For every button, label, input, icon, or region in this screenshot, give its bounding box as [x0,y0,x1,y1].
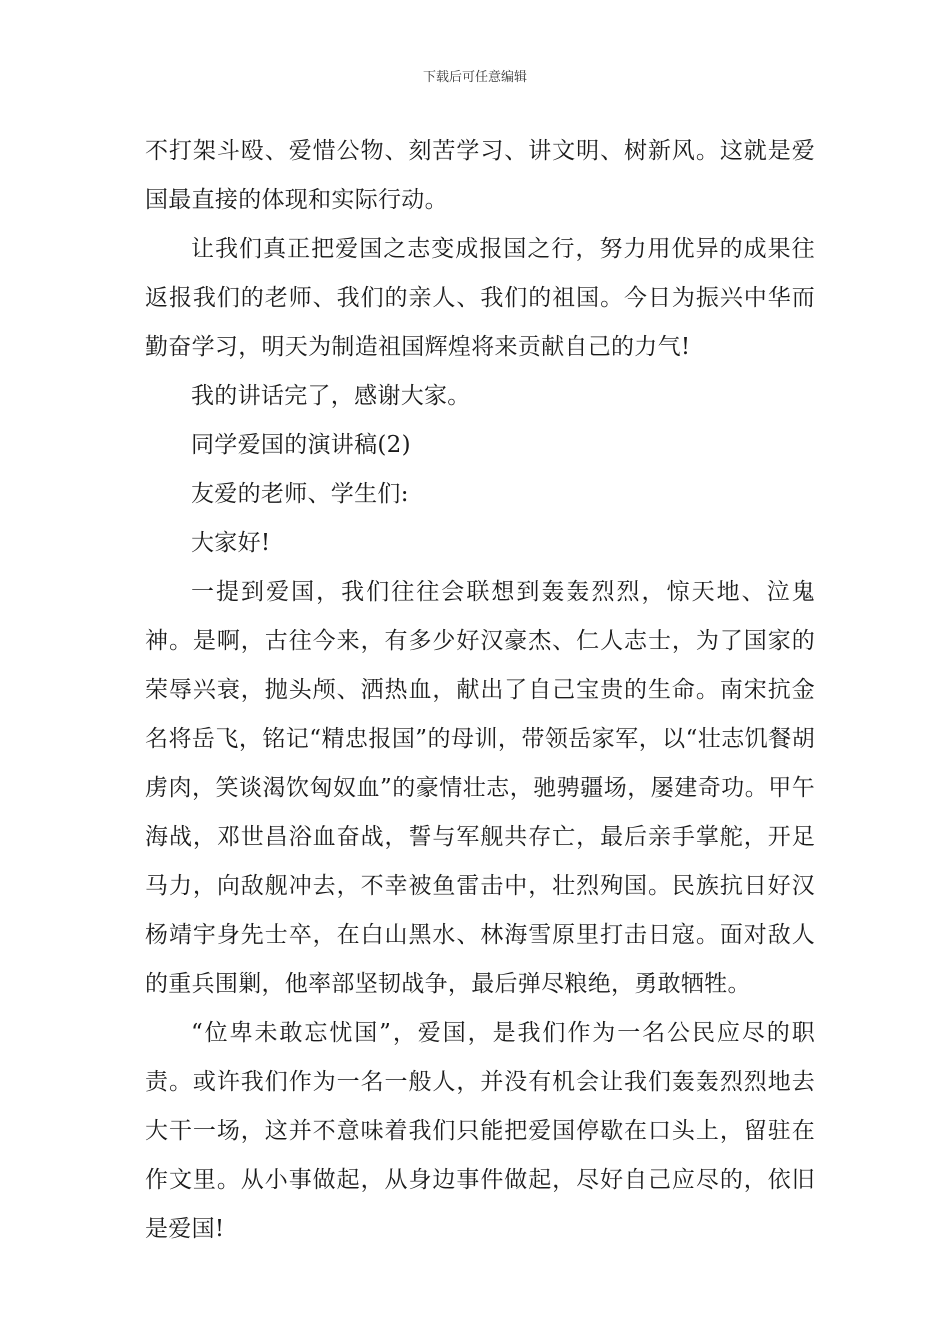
salutation: 友爱的老师、学生们: [191,481,409,507]
paragraph: 一提到爱国，我们往往会联想到轰轰烈烈，惊天地、泣鬼神。是啊，古往今来，有多少好汉豪杰、仁人志士，为了国家的荣辱兴衰，抛头颅、洒热血，献出了自己宝贵的生命。南宋抗金名将岳飞，铭记“精忠报国”的母训，带领岳家军，以“壮志饥餐胡虏肉，笑谈渴饮匈奴血”的豪情壮志，驰骋疆场，屡建奇功。甲午海战，邓世昌浴血奋战，誓与军舰共存亡，最后亲手掌舵，开足马力，向敌舰冲去，不幸被鱼雷击中，壮烈殉国。民族抗日好汉杨靖宇身先士卒，在白山黑水、林海雪原里打击日寇。面对敌人的重兵围剿，他率部坚韧战争，最后弹尽粮绝，勇敢牺牲。 [145,579,815,997]
paragraph: 让我们真正把爱国之志变成报国之行，努力用优异的成果往返报我们的老师、我们的亲人、我们的祖国。今日为振兴中华而勤奋学习，明天为制造祖国辉煌将来贡献自己的力气! [145,236,815,360]
paragraph: “位卑未敢忘忧国”，爱国，是我们作为一名公民应尽的职责。或许我们作为一名一般人，并没有机会让我们轰轰烈烈地去大干一场，这并不意味着我们只能把爱国停歇在口头上，留驻在作文里。从小事做起，从身边事件做起，尽好自己应尽的，依旧是爱国! [145,1020,815,1242]
document-body [145,127,815,1254]
page-header: 下载后可任意编辑 [422,70,527,85]
section-title: 同学爱国的演讲稿(2) [191,432,411,458]
paragraph: 我的讲话完了，感谢大家。 [191,383,471,409]
paragraph: 不打架斗殴、爱惜公物、刻苦学习、讲文明、树新风。这就是爱国最直接的体现和实际行动。 [145,138,815,213]
greeting: 大家好! [191,530,271,556]
